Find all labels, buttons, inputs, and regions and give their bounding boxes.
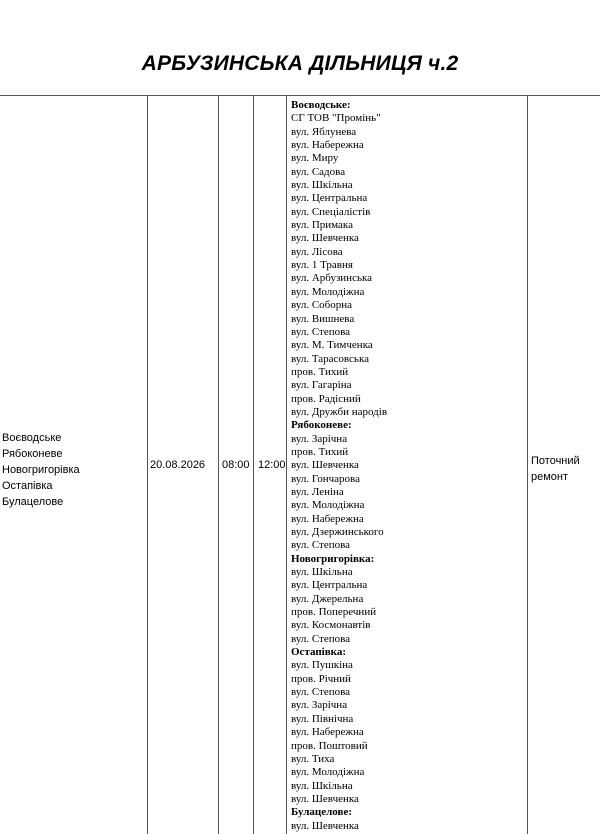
street-item: вул. Шкільна [291,566,353,579]
settlement-name: Остапівка [2,480,53,492]
page-title: АРБУЗИНСЬКА ДІЛЬНИЦЯ ч.2 [141,52,459,75]
street-item: вул. Шевченка [291,459,359,472]
settlement-name: Воєводське [2,432,62,444]
street-item: вул. Шевченка [291,232,359,245]
street-item: вул. Шевченка [291,819,359,832]
street-item: вул. Лісова [291,245,343,258]
street-item: вул. Набережна [291,139,364,152]
street-item: вул. Центральна [291,192,368,205]
street-item: вул. Арбузинська [291,272,373,285]
settlements-cell [2,430,80,510]
street-item: вул. Миру [291,152,339,165]
street-item: вул. Молодіжна [291,766,365,779]
street-item: вул. Степова [291,632,351,645]
start-time-cell: 08:00 [222,459,250,471]
column-divider [527,95,528,834]
outage-table [0,95,600,834]
street-item: пров. Радісний [291,392,361,405]
street-item: вул. Степова [291,686,351,699]
street-item: вул. Степова [291,539,351,552]
street-item: вул. Набережна [291,726,364,739]
street-item: вул. Молодіжна [291,285,365,298]
street-item: вул. Шкільна [291,779,353,792]
street-item: вул. Соборна [291,299,353,312]
street-item: пров. Тихий [291,365,349,378]
street-item: пров. Поперечний [291,606,377,619]
street-item: вул. Шкільна [291,179,353,192]
street-item: вул. Вишнева [291,312,355,325]
street-item: вул. Степова [291,325,351,338]
date-cell: 20.08.2026 [150,459,206,471]
settlement-heading: Остапівка: [291,646,346,659]
street-item: вул. Тарасовська [291,352,370,365]
end-time-cell: 12:00 [258,459,286,471]
street-item: вул. Джерельна [291,592,364,605]
settlement-heading: Булацелове: [291,806,352,819]
street-item: пров. Річний [291,672,351,685]
street-item: вул. Гончарова [291,472,360,485]
column-divider [253,95,254,834]
street-item: вул. Космонавтів [291,619,371,632]
street-item: вул. Тиха [291,752,335,765]
street-item: вул. М. Тимченка [291,339,373,352]
street-item: вул. Пушкіна [291,659,353,672]
street-item: вул. Садова [291,165,346,178]
street-item: вул. Спеціалістів [291,205,371,218]
settlement-name: Рябоконеве [2,448,63,460]
settlement-name: Булацелове [2,496,64,508]
street-item: вул. Північна [291,712,354,725]
column-divider [218,95,219,834]
street-item: пров. Поштовий [291,739,368,752]
street-item: вул. Леніна [291,485,344,498]
street-item: вул. 1 Травня [291,259,353,272]
street-item: вул. Дзержинського [291,526,384,538]
street-item: вул. Зарічна [291,699,348,712]
street-item: вул. Яблунева [291,125,357,138]
work-type-cell: Поточний ремонт [531,455,580,483]
street-item: вул. Набережна [291,512,364,525]
street-item: пров. Тихий [291,445,349,458]
streets-cell [291,99,387,833]
street-item: вул. Примака [291,219,353,232]
settlement-heading: Рябоконеве: [291,419,352,432]
street-item: вул. Зарічна [291,432,348,445]
street-item: СГ ТОВ "Промінь" [291,112,381,125]
column-divider [286,95,287,834]
table-top-border [0,95,600,96]
street-item: вул. Гагаріна [291,379,352,392]
street-item: вул. Дружби народів [291,405,388,418]
street-item: вул. Молодіжна [291,499,365,512]
settlement-heading: Новогригорівка: [291,552,375,565]
settlement-heading: Воєводське: [291,99,351,111]
street-item: вул. Шевченка [291,792,359,805]
column-divider [147,95,148,834]
settlement-name: Новогригорівка [2,464,80,476]
street-item: вул. Центральна [291,579,368,592]
